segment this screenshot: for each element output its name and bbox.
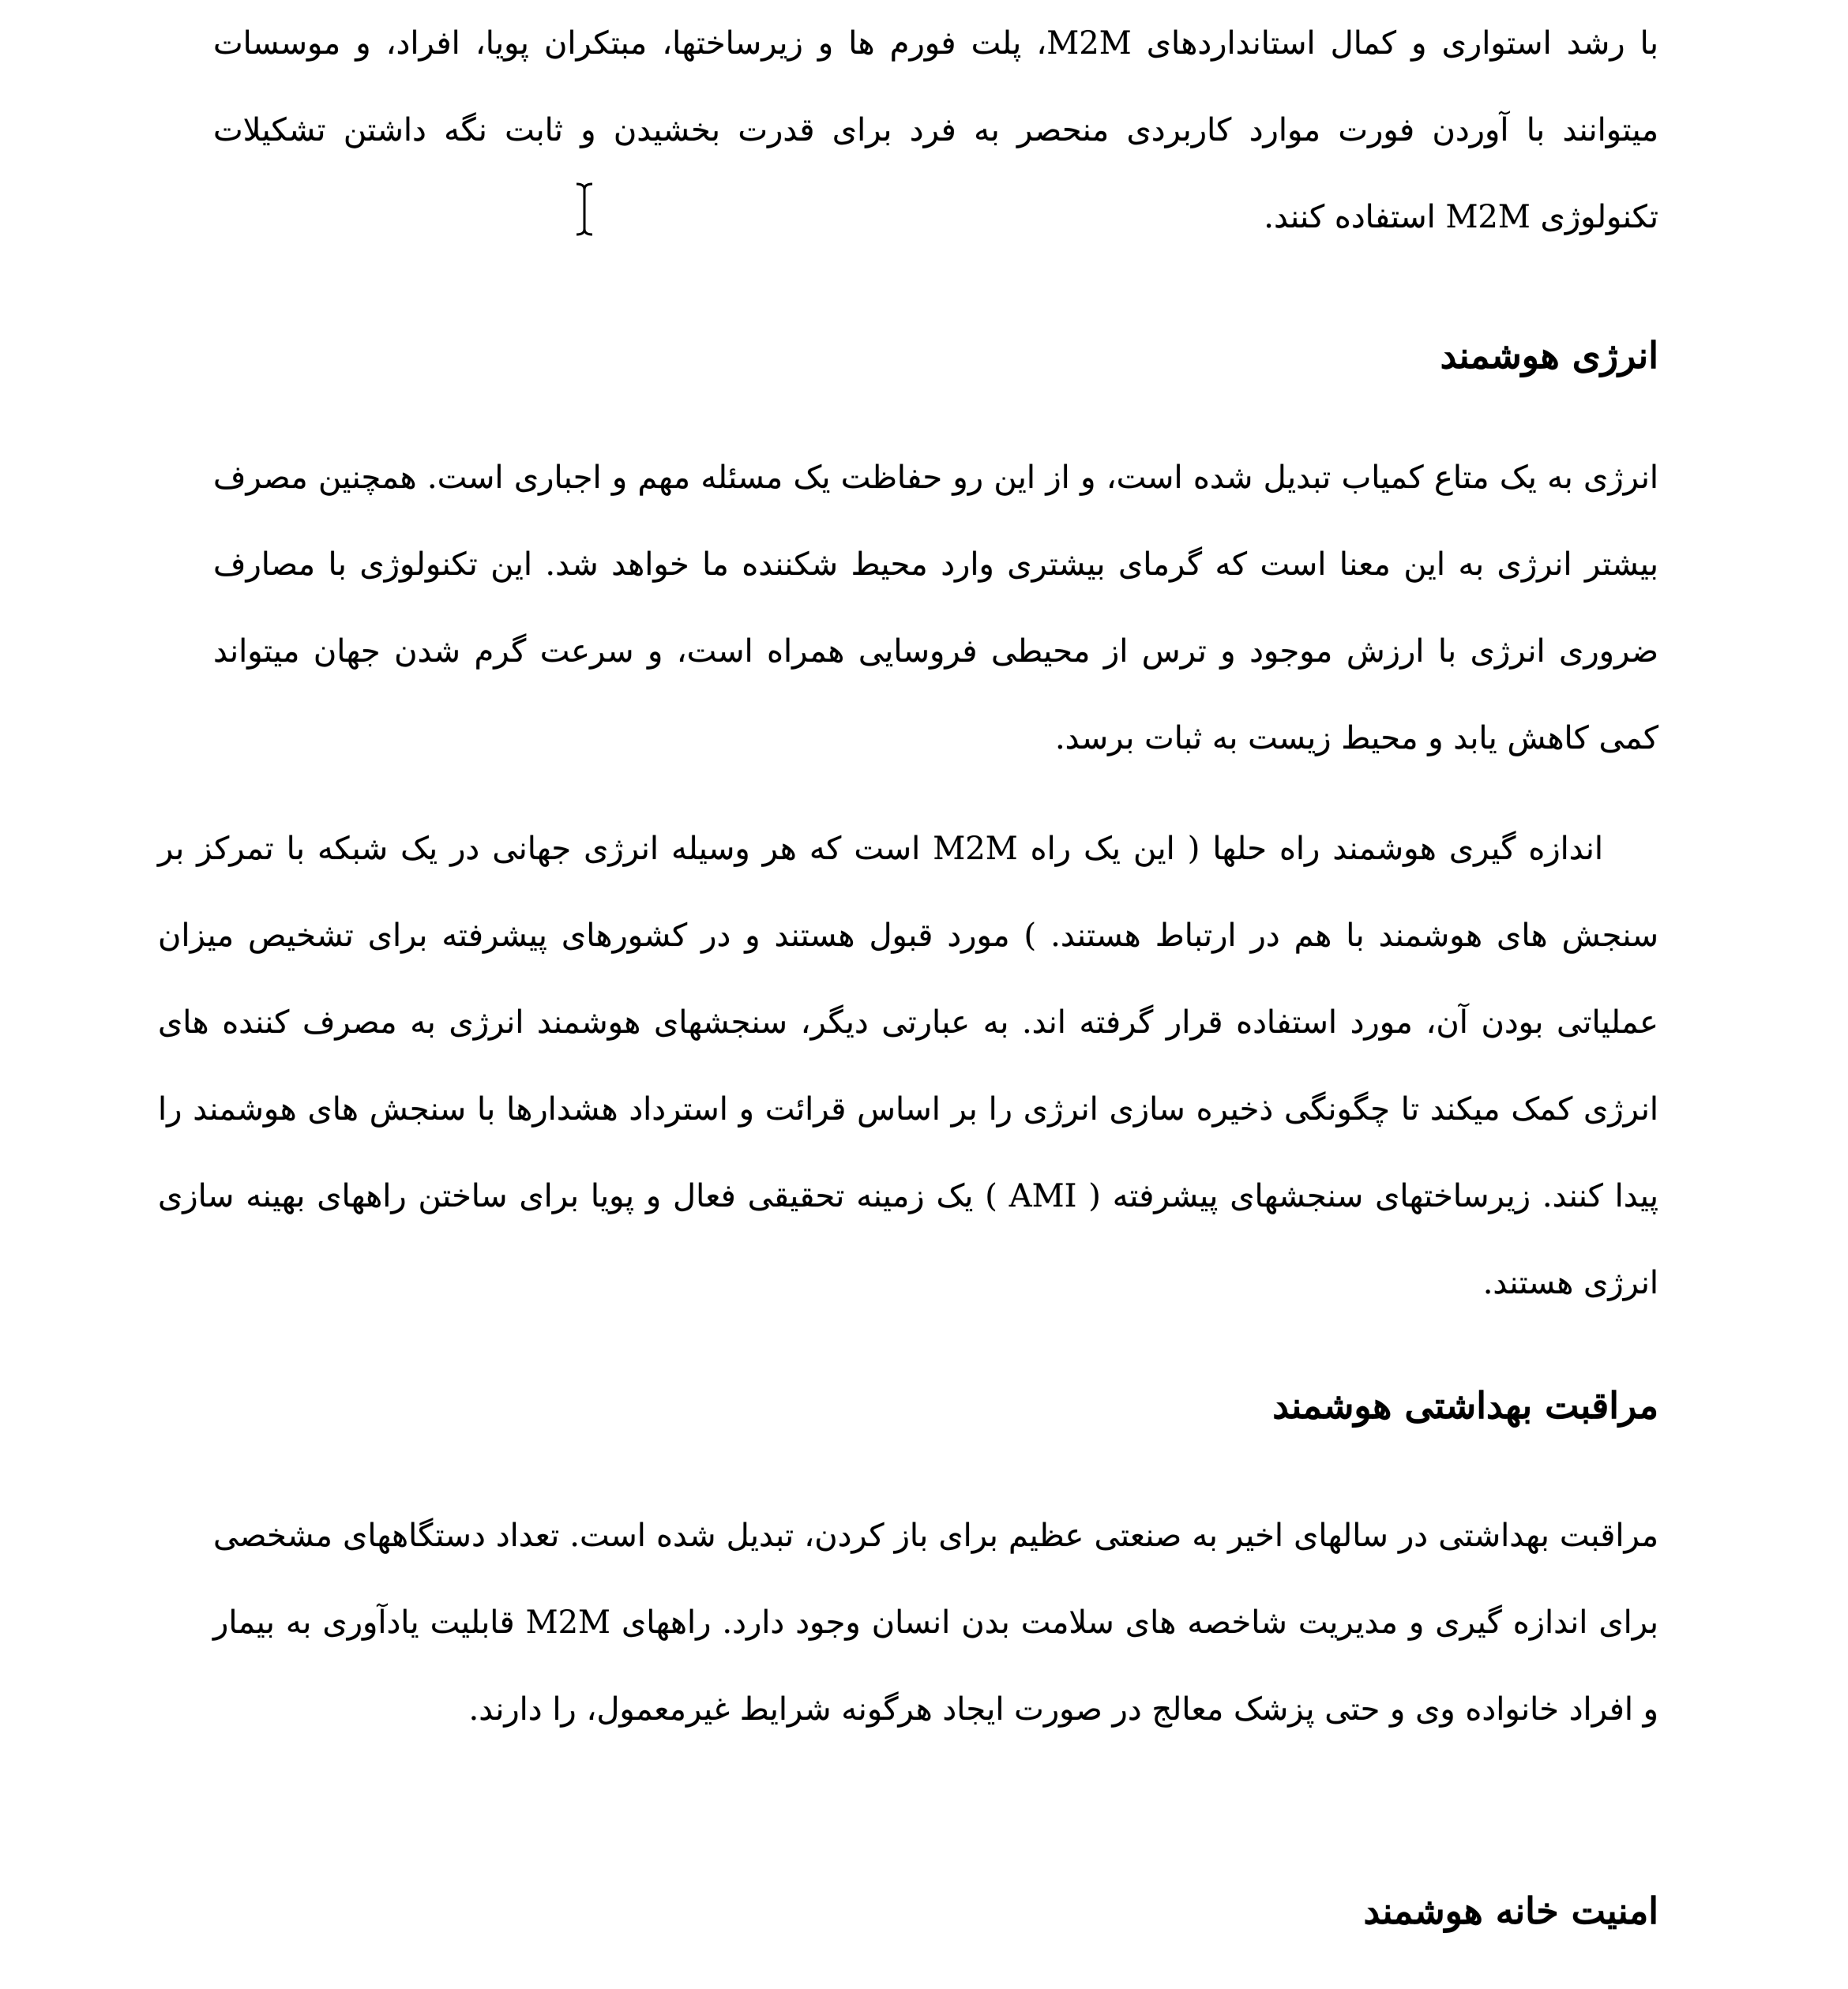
paragraph-energy: انرژی به یک متاع کمیاب تبدیل شده است، و از این رو حفاظت یک مسئله مهم و اجباری است. همچنین مصرف بیشتر انرژی به این معنا است که گرمای بیشتری وارد محیط شکننده ما خواهد شد. این تکنولوژی با مصارف ضروری انرژی با ارزش موجود و ترس از محیطی فروسایی همراه است، و سرعت گرم شدن جهان میتواند کمی کاهش یابد و محیط زیست به ثبات برسد. <box>213 460 1659 756</box>
text-cursor-icon <box>573 182 595 237</box>
paragraph-healthcare: مراقبت بهداشتی در سالهای اخیر به صنعتی عظیم برای باز کردن، تبدیل شده است. تعداد دستگاههای مشخصی برای اندازه گیری و مدیریت شاخصه های سلامت بدن انسان وجود دارد. راههای M2M قابلیت یادآوری به بیمار و افراد خانواده وی و حتی پزشک معالج در صورت ایجاد هرگونه شرایط غیرمعمول، را دارند. <box>213 1518 1658 1728</box>
document-page <box>158 0 1659 1989</box>
paragraph-smart-metering: اندازه گیری هوشمند راه حلها ( این یک راه M2M است که هر وسیله انرژی جهانی در یک شبکه با تمرکز بر سنجش های هوشمند با هم در ارتباط هستند. ) مورد قبول هستند و در کشورهای پیشرفته برای تشخیص میزان عملیاتی بودن آن، مورد استفاده قرار گرفته اند. به عبارتی دیگر، سنجشهای هوشمند انرژی به مصرف کننده های انرژی کمک میکند تا چگونگی ذخیره سازی انرژی را بر اساس قرائت و استرداد هشدارها با سنجش های هوشمند را پیدا کنند. زیرساختهای سنجشهای پیشرفته ( AMI ) یک زمینه تحقیقی فعال و پویا برای ساختن راههای بهینه سازی انرژی هستند. <box>158 831 1659 1301</box>
heading-smart-energy: انرژی هوشمند <box>1440 334 1658 377</box>
heading-smart-healthcare: مراقبت بهداشتی هوشمند <box>1272 1384 1658 1427</box>
paragraph-m2m-standards: با رشد استواری و کمال استانداردهای M2M، پلت فورم ها و زیرساختها، مبتکران پویا، افراد، و موسسات میتوانند با آوردن فورت موارد کاربردی منحصر به فرد برای قدرت بخشیدن و ثابت نگه داشتن تشکیلات تکنولوژی M2M استفاده کنند. <box>213 25 1659 235</box>
heading-smart-home-security: امنیت خانه هوشمند <box>1363 1890 1658 1932</box>
